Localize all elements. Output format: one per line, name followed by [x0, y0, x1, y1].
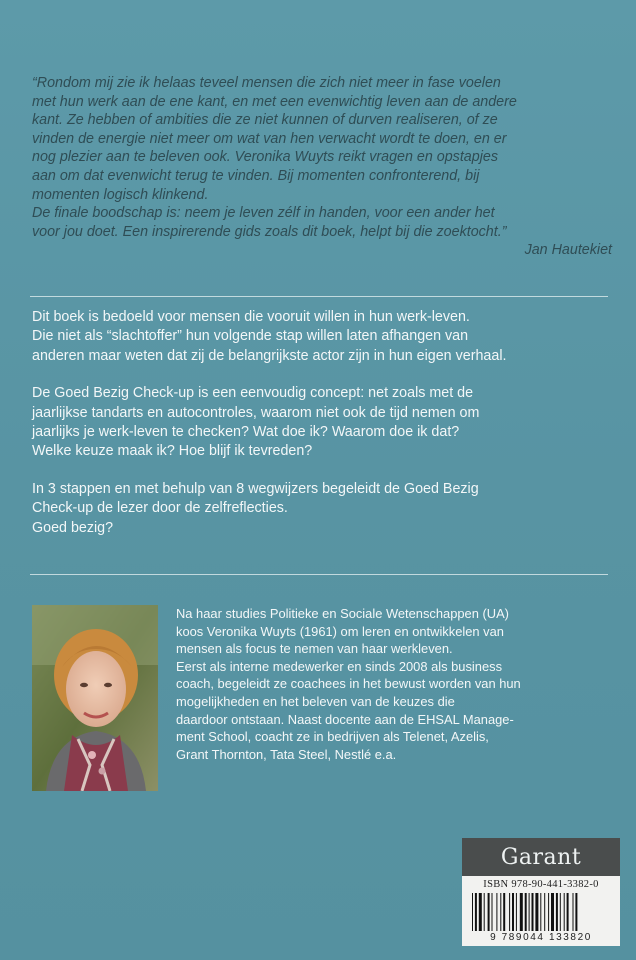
isbn-label: ISBN 978-90-441-3382-0 — [483, 879, 599, 890]
barcode-bar — [525, 893, 527, 931]
endorsement-quote — [32, 74, 614, 260]
barcode-bar — [492, 893, 493, 931]
barcode-bar — [567, 893, 569, 931]
book-description — [32, 308, 622, 556]
quote-line: kant. Ze hebben of ambities die ze niet kunnen of durven realiseren, of ze — [32, 112, 498, 129]
barcode-bar — [475, 893, 477, 931]
quote-line: De finale boodschap is: neem je leven zélf in handen, voor een ander het — [32, 205, 495, 222]
author-photo — [32, 605, 158, 791]
quote-author: Jan Hautekiet — [524, 242, 612, 259]
bio-line: Eerst als interne medewerker en sinds 2008 als business — [176, 658, 503, 674]
author-bio — [176, 605, 616, 763]
quote-line: momenten logisch klinkend. — [32, 186, 209, 203]
barcode-bar — [535, 893, 538, 931]
barcode-bar — [573, 893, 574, 931]
barcode-bar — [520, 893, 523, 931]
bio-line: mensen als focus te nemen van haar werkleven. — [176, 641, 453, 657]
barcode-bar — [479, 893, 482, 931]
barcode-icon — [470, 893, 612, 931]
bio-line: coach, begeleidt ze coachees in het bewust worden van hun — [176, 676, 521, 692]
divider-top — [30, 296, 608, 297]
barcode-bar — [544, 893, 545, 931]
barcode-bar — [564, 893, 565, 931]
quote-line: voor jou doet. Een inspirerende gids zoals dit boek, helpt bij die zoektocht.” — [32, 223, 507, 240]
barcode-bar — [484, 893, 485, 931]
quote-line: “Rondom mij zie ik helaas teveel mensen die zich niet meer in fase voelen — [32, 75, 501, 91]
quote-line: aan om dat evenwicht terug te vinden. Bij momenten confronterend, bij — [32, 167, 480, 184]
barcode-bar — [500, 893, 501, 931]
bio-line: mogelijkheden en het beleven van de keuzes die — [176, 693, 455, 709]
barcode-bar — [551, 893, 554, 931]
barcode-bar — [516, 893, 517, 931]
bio-line: koos Veronika Wuyts (1961) om leren en ontwikkelen van — [176, 623, 504, 639]
bio-line: Na haar studies Politieke en Sociale Wetenschappen (UA) — [176, 606, 509, 621]
barcode-bar — [560, 893, 561, 931]
divider-bottom — [30, 574, 608, 575]
barcode-bar — [488, 893, 490, 931]
quote-line: vinden de energie niet meer om wat van hen verwacht wordt te doen, en er — [32, 130, 507, 147]
barcode-bar — [540, 893, 541, 931]
barcode-bar — [556, 893, 558, 931]
barcode-bar — [509, 893, 510, 931]
publisher-name: Garant — [500, 844, 582, 870]
description-paragraph: De Goed Bezig Check-up is een eenvoudig concept: net zoals met de jaarlijkse tandarts en autocontroles, waarom niet ook de tijd nemen om jaarlijks je werk-leven te checken? Wat doe ik? Waarom doe ik dat? Welke keuze maak ik? Hoe blijf ik tevreden? — [32, 385, 480, 460]
author-portrait-image — [32, 605, 158, 791]
barcode-bar — [575, 893, 577, 931]
barcode-bar — [529, 893, 530, 931]
description-paragraph: Dit boek is bedoeld voor mensen die vooruit willen in hun werk-leven. Die niet als “slachtoffer” hun volgende stap willen laten afhangen van anderen maar weten dat zij de belangrijkste actor zijn in hun eigen verhaal. — [32, 309, 507, 364]
barcode-bar — [503, 893, 505, 931]
bio-line: ment School, coacht ze in bedrijven als Telenet, Azelis, — [176, 729, 489, 745]
barcode-bar — [512, 893, 514, 931]
publisher-logo — [462, 838, 620, 876]
barcode-bar — [548, 893, 549, 931]
quote-line: met hun werk aan de ene kant, en met een evenwichtig leven aan de andere — [32, 93, 517, 110]
bio-line: Grant Thornton, Tata Steel, Nestlé e.a. — [176, 746, 397, 762]
quote-line: nog plezier aan te beleven ook. Veronika Wuyts reikt vragen en opstapjes — [32, 149, 498, 166]
barcode-block — [462, 876, 620, 946]
barcode-bar — [496, 893, 497, 931]
bio-line: daardoor ontstaan. Naast docente aan de EHSAL Manage- — [176, 711, 514, 727]
barcode-bar — [472, 893, 473, 931]
description-paragraph: In 3 stappen en met behulp van 8 wegwijzers begeleidt de Goed Bezig Check-up de lezer door de zelfreflecties. Goed bezig? — [32, 480, 479, 536]
barcode-bar — [532, 893, 534, 931]
ean-digits: 9 789044 133820 — [490, 932, 592, 943]
